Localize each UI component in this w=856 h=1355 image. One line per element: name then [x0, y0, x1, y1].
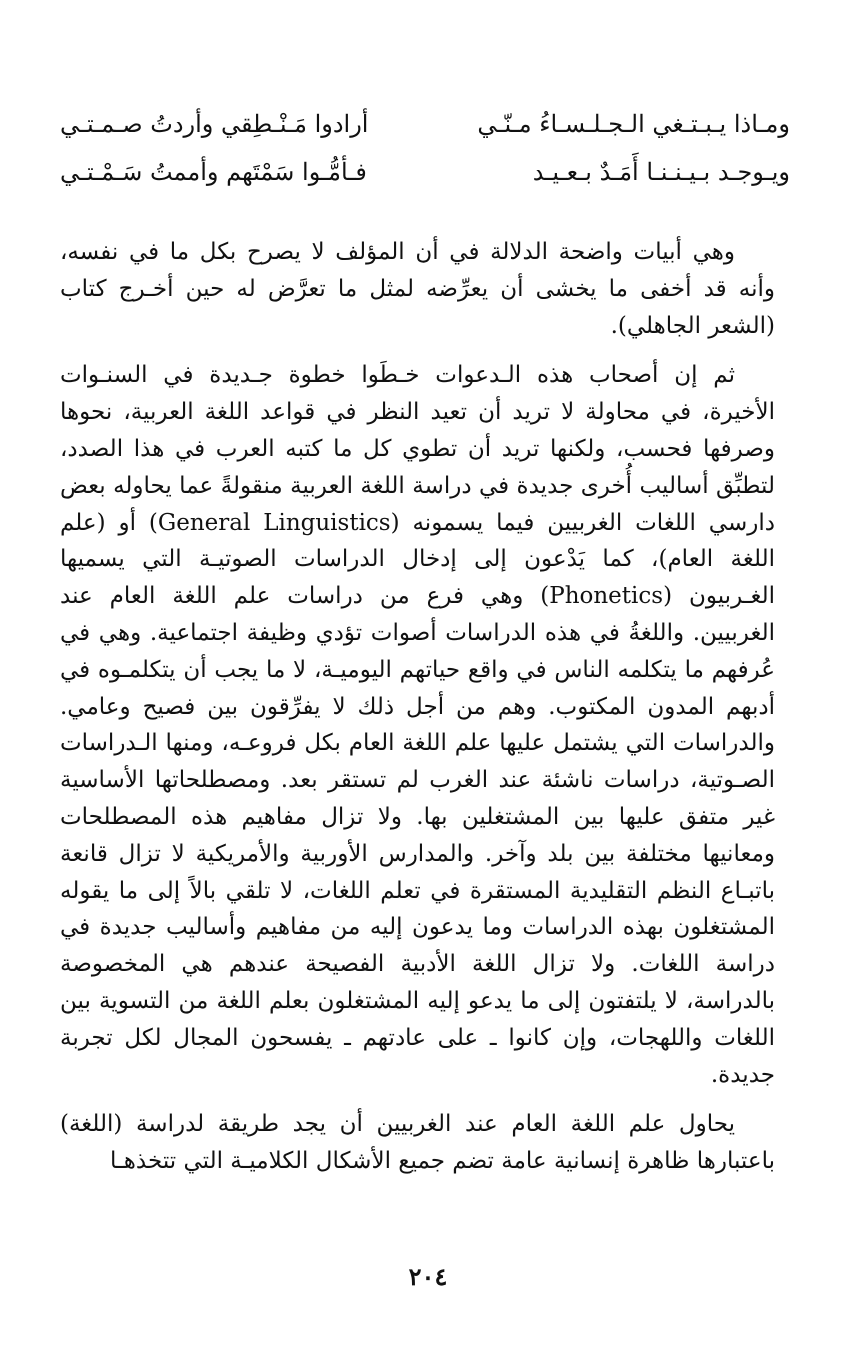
verse-first-hemistich: ومـاذا يـبـتـغي الـجـلـسـاءُ مـنّـي — [477, 110, 790, 138]
paragraph: يحاول علم اللغة العام عند الغربيين أن يجد طريقة لدراسة (اللغة) باعتبارها ظاهرة إنسانية عامة تضم جميع الأشكال الكلاميـة التي تتخذهـا — [60, 1111, 775, 1175]
verse-second-hemistich: فـأمُّـوا سَمْتَهم وأممتُ سَـمْـتـي — [60, 158, 367, 186]
verse-first-hemistich: ويـوجـد بـيـنـنـا أَمَـدٌ بـعـيـد — [532, 158, 790, 186]
poem-verse — [60, 100, 790, 148]
paragraph: ثم إن أصحاب هذه الـدعوات خـطَوا خطوة جـديدة في السنـوات الأخيرة، في محاولة لا تريد أن تعيد النظر في قواعد اللغة العربية، نحوها وصرفها فحسب، ولكنها تريد أن تطوي كل ما كتبه العرب في هذا الصدد، لتطبِّق أساليب أُخرى جديدة في دراسة اللغة العربية منقولةً عما يحاوله بعض دارسي اللغات الغربيين فيما يسمونه (General Linguistics) أو (علم اللغة العام)، كما يَدْعون إلى إدخال الدراسات الصوتيـة التي يسميها الغـربيون (Phonetics) وهي فرع من دراسات علم اللغة العام عند الغربيين. واللغةُ في هذه الدراسات أصوات تؤدي وظيفة اجتماعية. وهي في عُرفهم ما يتكلمه الناس في واقع حياتهم اليوميـة، لا ما يجب أن يتكلمـوه في أدبهم المدون المكتوب. وهم من أجل ذلك لا يفرِّقون بين فصيح وعامي. والدراسات التي يشتمل عليها علم اللغة العام بكل فروعـه، ومنها الـدراسات الصـوتية، دراسات ناشئة عند الغرب لم تستقر بعد. ومصطلحاتها الأساسية غير متفق عليها بين المشتغلين بها. ولا تزال مفاهيم هذه المصطلحات ومعانيها مختلفة بين بلد وآخر. والمدارس الأوربية والأمريكية لا تزال قانعة باتبـاع النظم التقليدية المستقرة في تعلم اللغات، لا تلقي بالاً إلى ما يقوله المشتغلون بهذه الدراسات وما يدعون إليه من مفاهيم وأساليب جديدة في دراسة اللغات. ولا تزال اللغة الأدبية الفصيحة عندهم هي المخصوصة بالدراسة، لا يلتفتون إلى ما يدعو إليه المشتغلون بعلم اللغة من التسوية بين اللغات واللهجات، وإن كانوا ـ على عادتهم ـ يفسحون المجال لكل تجربة جديدة. — [60, 362, 775, 1088]
poem-block — [60, 100, 790, 196]
body-text — [60, 234, 775, 1180]
verse-second-hemistich: أرادوا مَـنْـطِقي وأردتُ صـمـتـي — [60, 110, 369, 138]
poem-verse — [60, 148, 790, 196]
page-number: ٢٠٤ — [408, 1262, 448, 1291]
paragraph: وهي أبيات واضحة الدلالة في أن المؤلف لا يصرح بكل ما في نفسه، وأنه قد أخفى ما يخشى أن يعرِّضه لمثل ما تعرَّض له حين أخـرج كتاب (الشعر الجاهلي). — [60, 239, 775, 339]
